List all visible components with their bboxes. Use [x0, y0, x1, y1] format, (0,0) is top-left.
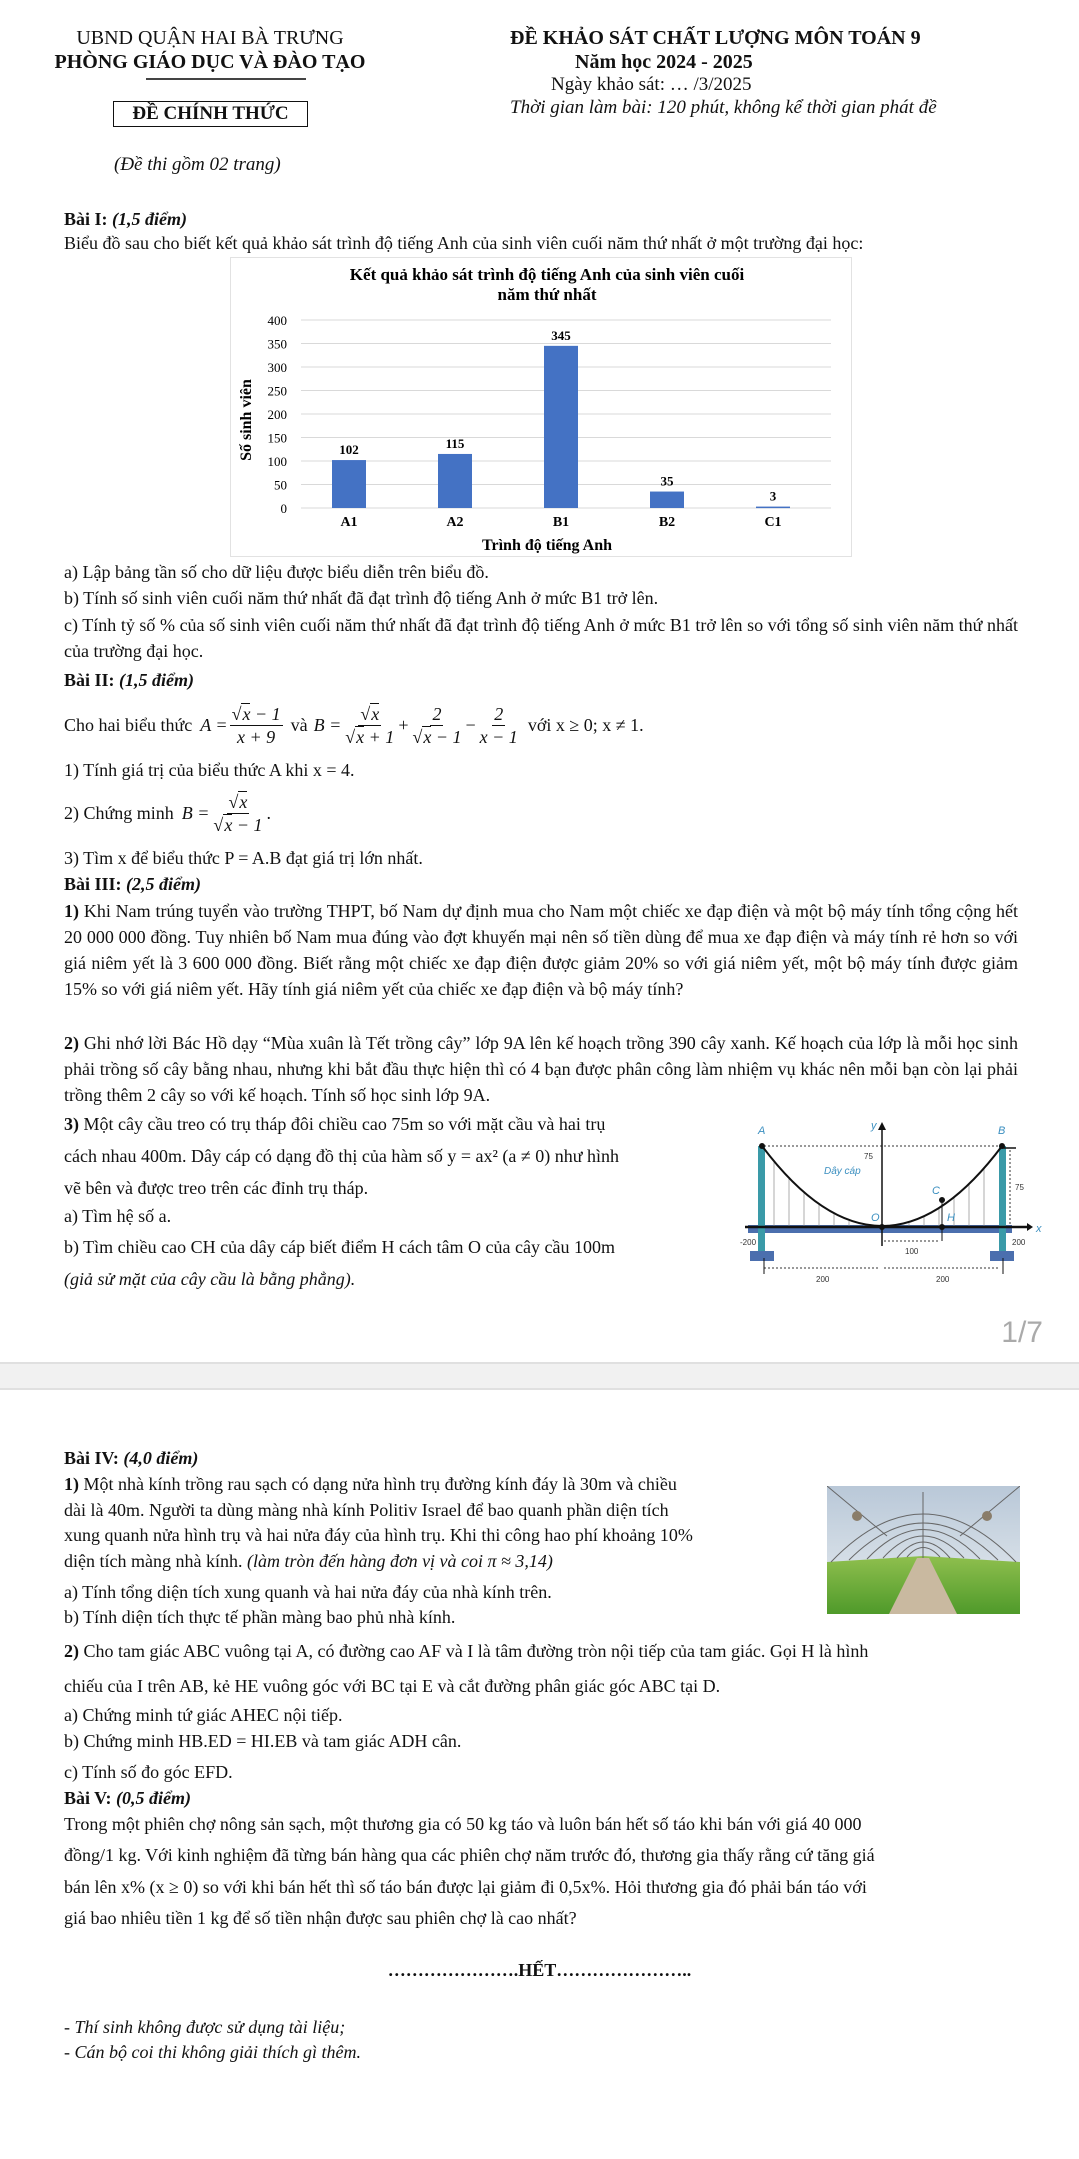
label-75-top: 75 [864, 1152, 873, 1161]
chart-title-line2: năm thứ nhất [497, 285, 597, 304]
chart-x-axis-label: Trình độ tiếng Anh [482, 537, 612, 554]
chart-y-tick-label: 50 [274, 477, 287, 493]
english-level-chart [230, 257, 852, 557]
tower-right [999, 1146, 1006, 1251]
chart-bar-b1 [544, 346, 578, 508]
bai3-p3-text1: Một cây cầu treo có trụ tháp đôi chiều cao 75m so với mặt cầu và hai trụ [83, 1114, 606, 1134]
bai3-title: Bài III: [64, 874, 122, 894]
bai3-problem-1 [64, 898, 1018, 1002]
bai1-question-b: b) Tính số sinh viên cuối năm thứ nhất đã đạt trình độ tiếng Anh ở mức B1 trở lên. [64, 588, 659, 608]
bai3-p1-number: 1) [64, 901, 79, 921]
chart-x-tick-label: B1 [552, 515, 570, 530]
label-y: y [871, 1120, 877, 1132]
chart-y-tick-label: 100 [267, 454, 287, 469]
chart-x-tick-label: C1 [764, 515, 782, 530]
bai5-line1: Trong một phiên chợ nông sản sạch, một thương gia có 50 kg táo và luôn bán hết số táo khi bán với giá 40 000 [64, 1814, 862, 1834]
expr-b-symbol: B = [313, 715, 342, 735]
greenhouse-photo [827, 1486, 1020, 1614]
chart-x-tick-label: A2 [446, 515, 464, 530]
label-neg200: -200 [740, 1238, 757, 1247]
tower-left [758, 1146, 765, 1251]
chart-y-tick-label: 150 [267, 430, 287, 446]
x-axis-arrow [1027, 1223, 1033, 1231]
bai4-p1-a: a) Tính tổng diện tích xung quanh và hai nửa đáy của nhà kính trên. [64, 1582, 552, 1602]
chart-bar-a1 [332, 460, 366, 508]
label-75-side: 75 [1015, 1183, 1024, 1192]
time-note: Thời gian làm bài: 120 phút, không kể thời gian phát đề [510, 97, 937, 118]
label-a: A [758, 1125, 766, 1137]
bai5-heading [64, 1786, 191, 1810]
bai5-line2: đồng/1 kg. Với kinh nghiệm đã từng bán hàng qua các phiên chợ năm trước đó, thương gia thấy rằng cứ tăng giá [64, 1845, 875, 1865]
chart-data-label: 115 [445, 435, 465, 451]
bai2-and: và [290, 715, 308, 735]
bai4-p2-number: 2) [64, 1641, 79, 1661]
bai3-points: (2,5 điểm) [126, 874, 201, 894]
label-x: x [1036, 1223, 1042, 1235]
label-pos200: 200 [1012, 1238, 1026, 1247]
expr-b-term3: $\frac{2}{x - 1}$ [479, 703, 518, 747]
authority-name: UBND QUẬN HAI BÀ TRƯNG [76, 27, 344, 49]
chart-bar-a2 [438, 454, 472, 508]
chart-canvas [231, 258, 851, 556]
bai2-q3: 3) Tìm x để biểu thức P = A.B đạt giá trị lớn nhất. [64, 848, 423, 868]
label-o: O [871, 1212, 880, 1224]
footer-note-2: - Cán bộ coi thi không giải thích gì thêm. [64, 2042, 361, 2062]
bai4-p1-line4 [64, 1549, 553, 1573]
bai4-heading [64, 1446, 198, 1470]
chart-x-tick-label: B2 [658, 515, 676, 530]
bai4-p1-line2: dài là 40m. Người ta dùng màng nhà kính Politiv Israel để bao quanh phần diện tích [64, 1500, 669, 1520]
bai4-p2-a: a) Chứng minh tứ giác AHEC nội tiếp. [64, 1705, 343, 1725]
point-o [879, 1224, 885, 1230]
bai4-points: (4,0 điểm) [123, 1448, 199, 1468]
bai5-line3: bán lên x% (x ≥ 0) so với khi bán hết thì số táo bán được lại giảm đi 0,5x%. Hỏi thương gia đó phải bán táo với [64, 1877, 867, 1897]
expr-b-result-symbol: B = [181, 803, 210, 823]
end-mark [0, 1960, 1079, 1981]
bai4-p1-b: b) Tính diện tích thực tế phần màng bao phủ nhà kính. [64, 1607, 456, 1627]
bai3-p3-line1 [64, 1112, 605, 1136]
expr-b-term1: $\frac{√x}{√x + 1}$ [345, 703, 395, 747]
bai1-heading [64, 207, 187, 231]
bai4-p2-c: c) Tính số đo góc EFD. [64, 1762, 233, 1782]
bai1-title: Bài I: [64, 209, 108, 229]
chart-data-label: 102 [339, 442, 359, 458]
bai5-line4: giá bao nhiêu tiền 1 kg để số tiền nhận được sau phiên chợ là cao nhất? [64, 1908, 577, 1928]
bai4-p1-number: 1) [64, 1474, 79, 1494]
chart-y-tick-label: 400 [267, 313, 287, 328]
bai4-p2-line2: chiếu của I trên AB, kẻ HE vuông góc với BC tại E và cắt đường phân giác góc ABC tại D. [64, 1676, 721, 1696]
tower-right-base [990, 1251, 1014, 1261]
chart-title-line1: Kết quả khảo sát trình độ tiếng Anh của sinh viên cuối [349, 265, 745, 284]
school-year: Năm học 2024 - 2025 [575, 51, 753, 73]
bai5-title: Bài V: [64, 1788, 112, 1808]
chart-y-tick-label: 350 [267, 336, 287, 352]
bai2-intro: Cho hai biểu thức [64, 715, 193, 735]
bai3-heading [64, 872, 201, 896]
chart-data-label: 35 [660, 473, 674, 489]
label-c: C [932, 1185, 940, 1197]
point-a [759, 1143, 765, 1149]
bai2-expressions: Cho hai biểu thức A = $\frac{√x - 1}{x + 9}$ và B = $\frac{√x}{√x + 1}$ + $\frac{2}{√x - 1}$ − $\frac{2}{x - 1}$ với x ≥ 0; x ≠ 1. [64, 697, 644, 753]
survey-date: Ngày khảo sát: … /3/2025 [551, 74, 752, 95]
bai2-q1: 1) Tính giá trị của biểu thức A khi x = 4. [64, 760, 355, 780]
official-exam-badge: ĐỀ CHÍNH THỨC [113, 101, 308, 127]
footer-note-1: - Thí sinh không được sử dụng tài liệu; [64, 2017, 346, 2037]
chart-y-tick-label: 300 [267, 360, 287, 375]
bai1-question-c: c) Tính tỷ số % của số sinh viên cuối năm thứ nhất đã đạt trình độ tiếng Anh ở mức B1 trở lên so với tổng số sinh viên năm thứ nhất của trường đại học. [64, 615, 1018, 661]
bai4-p1-note: (làm tròn đến hàng đơn vị và coi π ≈ 3,14) [246, 1551, 553, 1571]
bai3-p3-b: b) Tìm chiều cao CH của dây cáp biết điểm H cách tâm O của cây cầu 100m [64, 1237, 615, 1257]
bai3-p3-line3: vẽ bên và được treo trên các đỉnh trụ tháp. [64, 1178, 369, 1198]
expr-b-result: $\frac{√x}{√x - 1}$ [213, 791, 263, 835]
department-underline [146, 78, 306, 80]
label-b: B [998, 1125, 1006, 1137]
bai4-p1-line1 [64, 1472, 677, 1496]
bai3-p2-text: Ghi nhớ lời Bác Hồ dạy “Mùa xuân là Tết trồng cây” lớp 9A lên kế hoạch trồng 390 cây xanh. Kế hoạch của lớp là mỗi học sinh phải trồng số cây bằng nhau, nhưng khi bắt đầu thực hiện thì có 4 bạn được phân công làm nhiệm vụ khác nên mỗi bạn còn lại phải trồng thêm 2 cây so với kế hoạch. Tính số học sinh lớp 9A. [64, 1033, 1018, 1105]
bai2-heading [64, 668, 194, 692]
label-100: 100 [905, 1247, 919, 1256]
bai5-points: (0,5 điểm) [116, 1788, 192, 1808]
exam-title: ĐỀ KHẢO SÁT CHẤT LƯỢNG MÔN TOÁN 9 [510, 27, 921, 49]
label-200-left: 200 [816, 1275, 830, 1284]
bai4-p1-text1: Một nhà kính trồng rau sạch có dạng nửa hình trụ đường kính đáy là 30m và chiều [83, 1474, 677, 1494]
end-mark-text: ………………….HẾT………………….. [387, 1960, 692, 1980]
expr-b-term2: $\frac{2}{√x - 1}$ [412, 703, 462, 747]
page-separator [0, 1362, 1079, 1390]
bai2-points: (1,5 điểm) [119, 670, 194, 690]
bai3-p2-number: 2) [64, 1033, 79, 1053]
bai4-p1-line3: xung quanh nửa hình trụ và hai nửa đáy của hình trụ. Khi thi công hao phí khoảng 10% [64, 1525, 693, 1545]
bai1-intro: Biểu đồ sau cho biết kết quả khảo sát trình độ tiếng Anh của sinh viên cuối năm thứ nhất ở một trường đại học: [64, 233, 864, 253]
pages-note: (Đề thi gồm 02 trang) [114, 154, 281, 175]
bai3-p3-note: (giả sử mặt của cây cầu là bằng phẳng). [64, 1269, 356, 1289]
bai1-question-a: a) Lập bảng tần số cho dữ liệu được biểu diễn trên biểu đồ. [64, 562, 489, 582]
page-indicator: 1/7 [1001, 1316, 1043, 1349]
label-200-right: 200 [936, 1275, 950, 1284]
bai3-p3-line2: cách nhau 400m. Dây cáp có dạng đồ thị của hàm số y = ax² (a ≠ 0) như hình [64, 1146, 620, 1166]
bai4-title: Bài IV: [64, 1448, 119, 1468]
bai2-condition: với x ≥ 0; x ≠ 1. [527, 715, 644, 735]
chart-y-axis-label: Số sinh viên [238, 379, 255, 461]
chart-bar-b2 [650, 492, 684, 508]
chart-x-tick-label: A1 [340, 515, 358, 530]
expr-a-fraction: $\frac{√x - 1}{x + 9}$ [231, 703, 281, 747]
bai2-q2-prefix: 2) Chứng minh [64, 803, 174, 823]
department-name: PHÒNG GIÁO DỤC VÀ ĐÀO TẠO [54, 51, 366, 73]
bai3-p1-text: Khi Nam trúng tuyển vào trường THPT, bố Nam dự định mua cho Nam một chiếc xe đạp điện và một bộ máy tính tổng cộng hết 20 000 000 đồng. Tuy nhiên bố Nam mua đúng vào đợt khuyến mại nên số tiền dùng để mua xe đạp điện và máy tính rẻ hơn so với giá niêm yết là 3 600 000 đồng. Biết rằng một chiếc xe đạp điện được giảm 20% so với giá niêm yết, một bộ máy tính được giảm 15% so với giá niêm yết. Hãy tính giá niêm yết của chiếc xe đạp điện và bộ máy tính? [64, 901, 1018, 999]
chart-data-label: 345 [551, 327, 571, 343]
bai1-points: (1,5 điểm) [112, 209, 187, 229]
bai2-q2: 2) Chứng minh B = $\frac{√x}{√x - 1}$ . [64, 791, 271, 835]
bai3-p3-a: a) Tìm hệ số a. [64, 1206, 172, 1226]
label-h: H [947, 1212, 955, 1224]
chart-bar-c1 [756, 507, 790, 509]
label-cable: Dây cáp [824, 1166, 861, 1177]
bai2-title: Bài II: [64, 670, 115, 690]
expr-a-symbol: A = [200, 715, 228, 735]
y-axis-arrow [878, 1122, 886, 1130]
bai4-p1-text4: diện tích màng nhà kính. [64, 1551, 243, 1571]
chart-data-label: 3 [769, 488, 777, 504]
suspension-bridge-figure [740, 1112, 1060, 1290]
tower-left-base [750, 1251, 774, 1261]
chart-y-tick-label: 250 [267, 383, 287, 399]
bai3-problem-2 [64, 1030, 1018, 1108]
chart-y-tick-label: 0 [280, 501, 287, 516]
bai4-p2-b: b) Chứng minh HB.ED = HI.EB và tam giác ADH cân. [64, 1731, 462, 1751]
bai4-p2-text1: Cho tam giác ABC vuông tại A, có đường cao AF và I là tâm đường tròn nội tiếp của tam giác. Gọi H là hình [83, 1641, 869, 1661]
bai3-p3-number: 3) [64, 1114, 79, 1134]
chart-y-tick-label: 200 [267, 407, 287, 422]
bai4-p2-line1 [64, 1639, 868, 1663]
